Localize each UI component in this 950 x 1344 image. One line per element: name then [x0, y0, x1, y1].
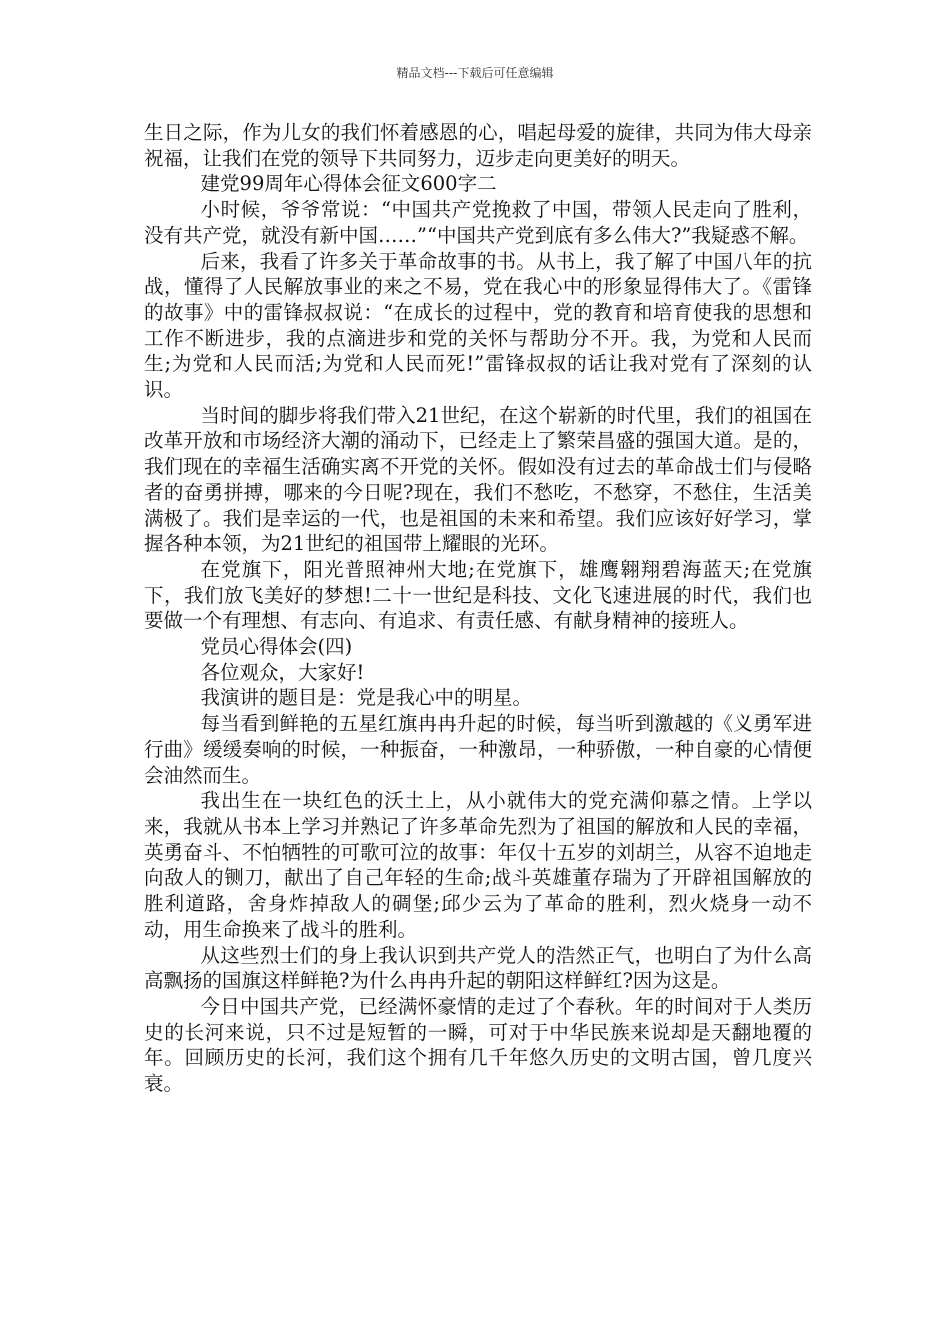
paragraph: 小时候，爷爷常说：“中国共产党挽救了中国，带领人民走向了胜利，没有共产党，就没有新中国……”“中国共产党到底有多么伟大?”我疑惑不解。 — [144, 198, 812, 247]
page-header: 精品文档---下载后可任意编辑 — [396, 66, 554, 80]
paragraph: 从这些烈士们的身上我认识到共产党人的浩然正气，也明白了为什么高高飘扬的国旗这样鲜艳?为什么冉冉升起的朝阳这样鲜红?因为这是。 — [144, 943, 812, 993]
paragraph: 当时间的脚步将我们带入21世纪，在这个崭新的时代里，我们的祖国在改革开放和市场经济大潮的涌动下，已经走上了繁荣昌盛的强国大道。是的，我们现在的幸福生活确实离不开党的关怀。假如没有过去的革命战士们与侵略者的奋勇拼搏，哪来的今日呢?现在，我们不愁吃，不愁穿，不愁住，生活美满极了。我们是幸运的一代，也是祖国的未来和希望。我们应该好好学习，掌握各种本领，为21世纪的祖国带上耀眼的光环。 — [144, 403, 812, 556]
document-body — [144, 120, 812, 1097]
paragraph: 我演讲的题目是：党是我心中的明星。 — [200, 686, 533, 710]
paragraph: 各位观众，大家好! — [200, 660, 365, 684]
paragraph: 生日之际，作为儿女的我们怀着感恩的心，唱起母爱的旋律，共同为伟大母亲祝福，让我们在党的领导下共同努力，迈步走向更美好的明天。 — [144, 121, 812, 170]
section-title: 党员心得体会(四) — [200, 635, 353, 659]
paragraph: 在党旗下，阳光普照神州大地;在党旗下，雄鹰翱翔碧海蓝天;在党旗下，我们放飞美好的梦想!二十一世纪是科技、文化飞速进展的时代，我们也要做一个有理想、有志向、有追求、有责任感、有献身精神的接班人。 — [144, 557, 812, 633]
paragraph: 每当看到鲜艳的五星红旗冉冉升起的时候，每当听到激越的《义勇军进行曲》缓缓奏响的时候，一种振奋，一种激昂，一种骄傲，一种自豪的心情便会油然而生。 — [144, 712, 812, 787]
paragraph: 我出生在一块红色的沃土上，从小就伟大的党充满仰慕之情。上学以来，我就从书本上学习并熟记了许多革命先烈为了祖国的解放和人民的幸福，英勇奋斗、不怕牺牲的可歌可泣的故事：年仅十五岁的刘胡兰，从容不迫地走向敌人的铡刀，献出了自己年轻的生命;战斗英雄董存瑞为了开辟祖国解放的胜利道路，舍身炸掉敌人的碉堡;邱少云为了革命的胜利，烈火烧身一动不动，用生命换来了战斗的胜利。 — [144, 789, 812, 941]
paragraph: 今日中国共产党，已经满怀豪情的走过了个春秋。年的时间对于人类历史的长河来说，只不过是短暂的一瞬，可对于中华民族来说却是天翻地覆的年。回顾历史的长河，我们这个拥有几千年悠久历史的文明古国，曾几度兴衰。 — [144, 994, 812, 1096]
section-title: 建党99周年心得体会征文600字二 — [200, 172, 497, 196]
paragraph: 后来，我看了许多关于革命故事的书。从书上，我了解了中国八年的抗战，懂得了人民解放事业的来之不易，党在我心中的形象显得伟大了。《雷锋的故事》中的雷锋叔叔说：“在成长的过程中，党的教育和培育使我的思想和工作不断进步，我的点滴进步和党的关怀与帮助分不开。我，为党和人民而生;为党和人民而活;为党和人民而死!”雷锋叔叔的话让我对党有了深刻的认识。 — [144, 249, 812, 402]
